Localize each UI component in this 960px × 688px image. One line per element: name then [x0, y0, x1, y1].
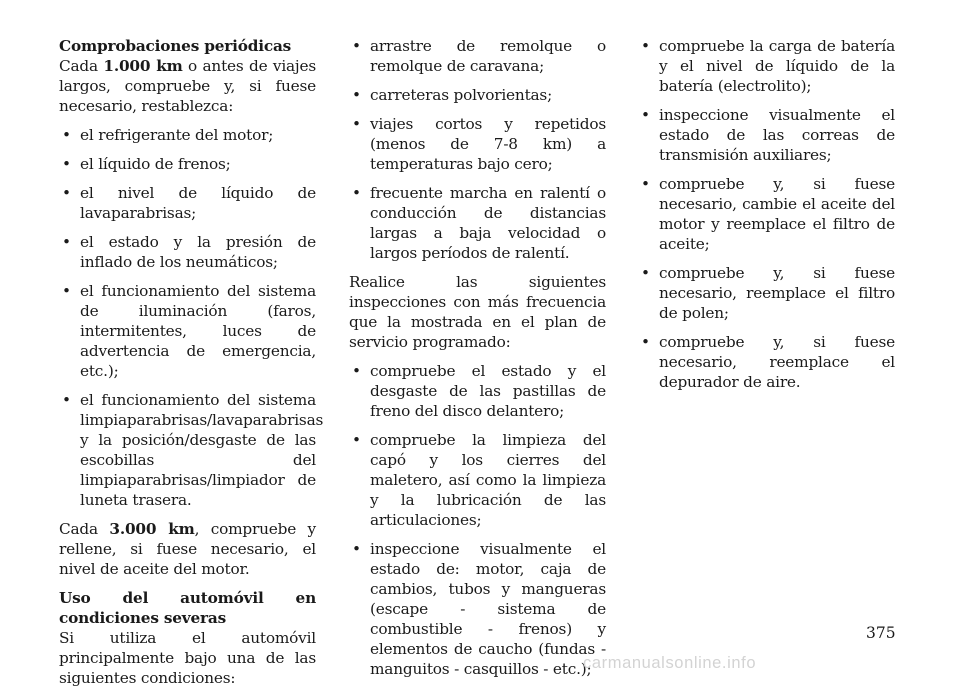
list-item: • carreteras polvorientas; [349, 85, 606, 105]
list-item: • el estado y la presión de inflado de los neumáticos; [59, 232, 316, 272]
list-item: • compruebe y, si fuese necesario, reemplace el depurador de aire. [638, 332, 895, 392]
list-item: • el nivel de líquido de lavaparabrisas; [59, 183, 316, 223]
severe-conditions-list [349, 36, 606, 263]
inspections-list [349, 361, 606, 679]
intro-text-start: Cada [59, 57, 104, 75]
intro-text-end: o antes de viajes largos, compruebe y, si fuese necesario, restablezca: [59, 57, 316, 115]
list-item: • inspeccione visualmente el estado de: motor, caja de cambios, tubos y mangueras (escape - sistema de combustible - frenos) y elementos de caucho (fundas - manguitos - casquillos - etc.); [349, 539, 606, 679]
list-item: • inspeccione visualmente el estado de las correas de transmisión auxiliares; [638, 105, 895, 165]
watermark: carmanualsonline.info [583, 654, 757, 672]
list-item: • el funcionamiento del sistema de iluminación (faros, intermitentes, luces de advertencia de emergencia, etc.); [59, 281, 316, 381]
page-number: 375 [866, 624, 896, 642]
oil-text-end: , compruebe y rellene, si fuese necesario, el nivel de aceite del motor. [59, 520, 316, 578]
list-item: • frecuente marcha en ralentí o conducción de distancias largas a baja velocidad o largos períodos de ralentí. [349, 183, 606, 263]
inspections-list-continued [638, 36, 895, 392]
list-item: • compruebe y, si fuese necesario, reemplace el filtro de polen; [638, 263, 895, 323]
list-item: • el funcionamiento del sistema limpiaparabrisas/lavaparabrisas y la posición/desgaste de las escobillas del limpiaparabrisas/limpiador de luneta trasera. [59, 390, 316, 510]
periodic-intro-paragraph [59, 56, 316, 116]
list-item: • compruebe la carga de batería y el nivel de líquido de la batería (electrolito); [638, 36, 895, 96]
oil-check-paragraph [59, 519, 316, 579]
list-item: • compruebe el estado y el desgaste de las pastillas de freno del disco delantero; [349, 361, 606, 421]
list-item: • compruebe la limpieza del capó y los cierres del maletero, así como la limpieza y la lubricación de las articulaciones; [349, 430, 606, 530]
severe-intro-paragraph: Si utiliza el automóvil principalmente bajo una de las siguientes condiciones: [59, 629, 316, 687]
list-item: • arrastre de remolque o remolque de caravana; [349, 36, 606, 76]
section-heading-periodic-checks: Comprobaciones periódicas [59, 37, 292, 55]
inspections-intro-paragraph: Realice las siguientes inspecciones con más frecuencia que la mostrada en el plan de servicio programado: [349, 273, 606, 351]
periodic-checks-list [59, 125, 324, 510]
list-item: • viajes cortos y repetidos (menos de 7-8 km) a temperaturas bajo cero; [349, 114, 606, 174]
column-1 [59, 36, 324, 688]
intro-distance: 1.000 km [103, 57, 183, 75]
column-3 [638, 36, 895, 401]
list-item: • el refrigerante del motor; [59, 125, 316, 145]
column-2 [349, 36, 606, 688]
list-item: • el líquido de frenos; [59, 154, 316, 174]
oil-distance: 3.000 km [109, 520, 195, 538]
list-item: • compruebe y, si fuese necesario, cambie el aceite del motor y reemplace el filtro de aceite; [638, 174, 895, 254]
section-heading-severe-conditions: Uso del automóvil en condiciones severas [59, 589, 316, 627]
oil-text-start: Cada [59, 520, 110, 538]
